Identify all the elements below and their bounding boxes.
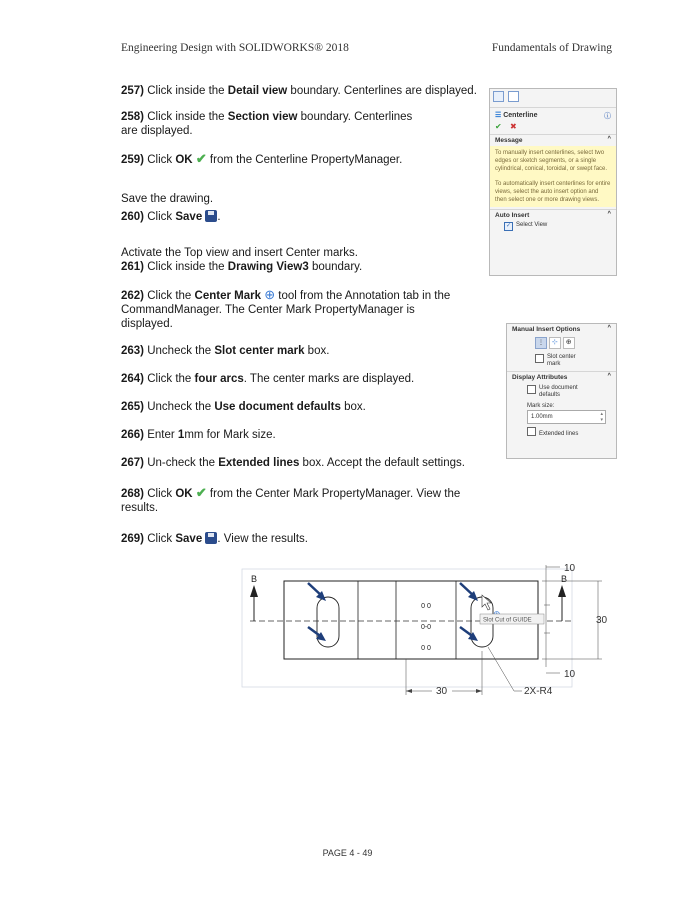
- step-260: 260) Click Save .: [121, 211, 221, 223]
- extended-lines-option[interactable]: Extended lines: [507, 424, 616, 439]
- center-mark-property-manager: [506, 323, 617, 459]
- dim-10-bottom: 10: [564, 669, 576, 680]
- save-icon: [205, 210, 217, 222]
- select-view-option[interactable]: ✓ Select View: [505, 222, 548, 229]
- step-264: 264) Click the four arcs. The center marks are displayed.: [121, 373, 415, 385]
- message-text-2: To automatically insert centerlines for entire views, select the auto insert option and then select one or more drawing views.: [490, 176, 616, 207]
- step-269: 269) Click Save . View the results.: [121, 533, 308, 545]
- centerline-property-manager: [489, 88, 617, 276]
- auto-insert-section[interactable]: Auto Insert ^: [490, 209, 616, 221]
- select-view-checkbox[interactable]: ✓: [505, 223, 512, 229]
- checkmark-icon: ✔: [195, 485, 207, 500]
- dim-30-bottom: 30: [436, 686, 448, 697]
- step-265: 265) Uncheck the Use document defaults box.: [121, 401, 366, 413]
- use-document-defaults-checkbox[interactable]: [527, 385, 536, 394]
- collapse-icon: ^: [607, 136, 611, 142]
- slot-center-mark-option[interactable]: Slot center mark: [507, 352, 616, 371]
- step-261: 261) Click inside the Drawing View3 boundary.: [121, 261, 363, 273]
- dim-30-right: 30: [596, 615, 608, 626]
- message-text-1: To manually insert centerlines, select two edges or sketch segments, or a single cylindrical, conical, toroidal, or swept face.: [490, 146, 616, 176]
- view-boundary: [242, 569, 572, 687]
- dim-10-top: 10: [564, 563, 576, 574]
- step-258: 258) Click inside the Section view boundary. Centerlines are displayed.: [121, 111, 413, 137]
- step-263: 263) Uncheck the Slot center mark box.: [121, 345, 330, 357]
- arc-arrows: [308, 583, 478, 641]
- single-center-mark-icon[interactable]: ⋮: [535, 337, 547, 349]
- ok-icon[interactable]: ✔: [495, 122, 502, 131]
- save-drawing-text: Save the drawing.: [121, 193, 214, 205]
- linear-center-mark-icon[interactable]: ⊹: [549, 337, 561, 349]
- slot-center-mark-checkbox[interactable]: [535, 354, 544, 363]
- slot-tooltip: Slot Cut of GUIDE: [483, 617, 532, 624]
- collapse-icon: ^: [607, 373, 611, 379]
- extended-lines-checkbox[interactable]: [527, 427, 536, 436]
- step-268: 268) Click OK ✔ from the Center Mark PropertyManager. View the results.: [121, 485, 461, 514]
- step-259: 259) Click OK ✔ from the Centerline PropertyManager.: [121, 151, 403, 166]
- svg-text:0 0: 0 0: [421, 645, 431, 652]
- mark-size-input[interactable]: 1.00mm ▴ ▾: [527, 410, 606, 424]
- step-267: 267) Un-check the Extended lines box. Accept the default settings.: [121, 457, 465, 469]
- cursor-icon: [482, 595, 491, 610]
- step-262: 262) Click the Center Mark ⊕ tool from the Annotation tab in the CommandManager. The Center Mark PropertyManager is displayed.: [121, 287, 451, 330]
- display-attributes-section[interactable]: Display Attributes ^: [507, 371, 616, 383]
- save-icon: [205, 532, 217, 544]
- svg-text:0-0: 0-0: [420, 624, 432, 631]
- top-view-drawing: [230, 555, 620, 705]
- center-mark-icon: ⊕: [264, 287, 276, 302]
- svg-text:0 0: 0 0: [421, 603, 431, 610]
- message-section[interactable]: Message ^: [490, 134, 616, 146]
- step-257: 257) Click inside the Detail view boundary. Centerlines are displayed.: [121, 85, 477, 97]
- checkmark-icon: ✔: [195, 151, 207, 166]
- section-label-left: B: [250, 574, 258, 584]
- dim-radius: 2X-R4: [524, 686, 553, 697]
- cancel-icon[interactable]: ✖: [509, 122, 517, 131]
- help-icon[interactable]: ⓘ: [604, 113, 611, 120]
- header-left: Engineering Design with SOLIDWORKS® 2018: [121, 42, 349, 54]
- use-document-defaults-option[interactable]: Use document defaults: [507, 383, 616, 401]
- section-label-right: B: [560, 574, 568, 584]
- header-right: Fundamentals of Drawing: [491, 42, 612, 54]
- page-footer: PAGE 4 - 49: [322, 848, 373, 858]
- feature-manager-tab-icon[interactable]: [493, 91, 504, 102]
- spinner-icon[interactable]: ▴ ▾: [600, 411, 603, 423]
- activate-text: Activate the Top view and insert Center marks.: [121, 247, 358, 259]
- manual-insert-section[interactable]: Manual Insert Options ^: [512, 325, 611, 333]
- centerline-icon: ☰: [495, 112, 502, 119]
- centerline-title: Centerline: [503, 112, 538, 119]
- collapse-icon: ^: [607, 325, 611, 331]
- collapse-icon: ^: [607, 211, 611, 217]
- property-manager-tab-icon[interactable]: [508, 91, 519, 102]
- step-266: 266) Enter 1mm for Mark size.: [121, 429, 276, 441]
- circular-center-mark-icon[interactable]: ⊕: [563, 337, 575, 349]
- mark-size-label: Mark size:: [527, 403, 555, 409]
